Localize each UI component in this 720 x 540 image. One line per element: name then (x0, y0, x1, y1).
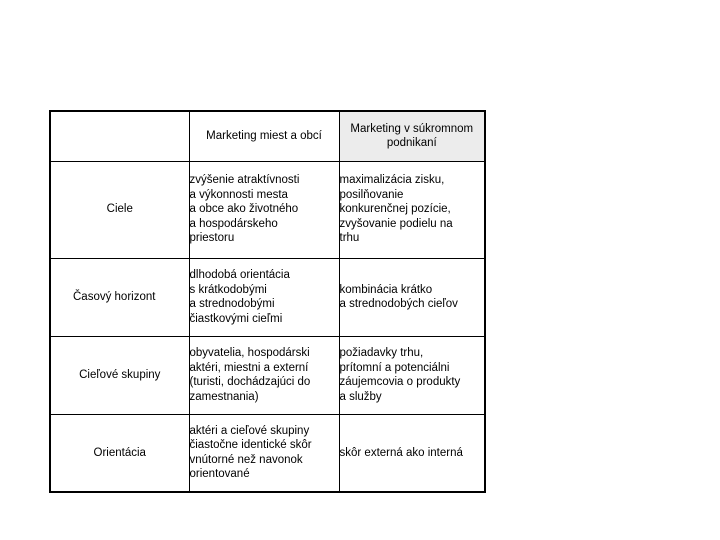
row-label-orientation (50, 414, 189, 492)
cell-text: zvýšenie atraktívnosti a výkonnosti mesta a obce ako životného a hospodárskeho priestoru (189, 174, 300, 245)
row-label-text: Orientácia (93, 446, 146, 459)
cell-text: požiadavky trhu, prítomní a potenciálni záujemcovia o produkty a služby (339, 347, 461, 403)
cell-text: kombinácia krátko a strednodobých cieľov (339, 283, 458, 310)
cell-text: skôr externá ako interná (339, 446, 463, 459)
cell-orientation-municipal (189, 414, 339, 492)
header-municipal-marketing (189, 111, 339, 161)
cell-time-horizon-municipal (189, 258, 339, 336)
cell-text: dlhodobá orientácia s krátkodobými a strednodobými čiastkovými cieľmi (189, 269, 290, 325)
table-row (50, 414, 485, 492)
table-row (50, 336, 485, 414)
cell-orientation-private (339, 414, 485, 492)
cell-text: maximalizácia zisku, posilňovanie konkurenčnej pozície, zvyšovanie podielu na trhu (339, 174, 453, 245)
row-label-target-groups (50, 336, 189, 414)
cell-time-horizon-private (339, 258, 485, 336)
row-label-time-horizon (50, 258, 189, 336)
cell-goals-private (339, 161, 485, 258)
cell-goals-municipal (189, 161, 339, 258)
table-header-row (50, 111, 485, 161)
cell-target-groups-private (339, 336, 485, 414)
row-label-text: Časový horizont (73, 290, 156, 303)
comparison-table (49, 110, 486, 493)
header-private-marketing (339, 111, 485, 161)
row-label-text: Ciele (106, 203, 133, 216)
cell-text: aktéri a cieľové skupiny čiastočne identické skôr vnútorné než navonok orientované (189, 424, 312, 481)
row-label-goals (50, 161, 189, 258)
header-municipal-marketing-label: Marketing miest a obcí (206, 130, 322, 142)
table-row (50, 161, 485, 258)
corner-cell (50, 111, 189, 161)
cell-target-groups-municipal (189, 336, 339, 414)
header-private-marketing-label: Marketing v súkromnom podnikaní (350, 122, 474, 150)
table-row (50, 258, 485, 336)
cell-text: obyvatelia, hospodárski aktéri, miestni a externí (turisti, dochádzajúci do zamestnania) (189, 347, 311, 403)
row-label-text: Cieľové skupiny (79, 368, 161, 381)
